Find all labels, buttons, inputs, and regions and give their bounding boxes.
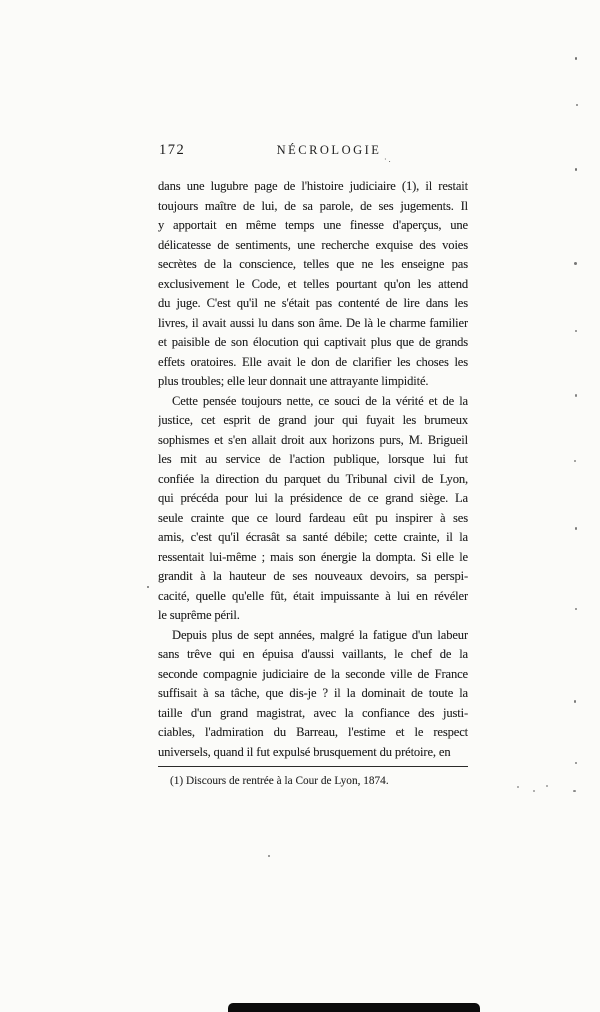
- scan-speck: [574, 700, 576, 703]
- text-line: confiée la direction du parquet du Tribunal civil de Lyon,: [158, 471, 468, 486]
- text-line: dans une lugubre page de l'histoire judiciaire (1), il restait: [158, 179, 468, 193]
- text-line: amis, c'est qu'il écrasât sa santé débile; cette crainte, il la: [158, 530, 468, 544]
- text-line: sophismes et s'en allait droit aux horizons purs, M. Brigueil: [158, 432, 468, 447]
- scan-speck: [517, 786, 519, 788]
- text-line: Depuis plus de sept années, malgré la fatigue d'un labeur: [172, 627, 468, 642]
- page-body: [158, 177, 468, 762]
- text-line: suffisait à sa tâche, que dis-je ? il la dominait de toute la: [158, 686, 468, 700]
- text-line: y apportait en même temps une finesse d'aperçus, une: [158, 218, 468, 232]
- page-content: [158, 142, 468, 787]
- footnote-divider: [158, 766, 468, 767]
- running-head: [158, 142, 468, 164]
- text-line: Cette pensée toujours nette, ce souci de la vérité et de la: [172, 393, 468, 408]
- running-title: NÉCROLOGIE: [276, 143, 382, 157]
- text-line: livres, il avait aussi lu dans son âme. De là le charme familier: [158, 315, 468, 330]
- text-line: grandit à la hauteur de ses nouveaux devoirs, sa perspi-: [158, 569, 468, 583]
- text-line: sans trêve qui en épuisa d'aussi vaillants, le chef de la: [158, 647, 468, 661]
- scan-speck: ·.: [384, 155, 393, 164]
- text-line: secrètes de la conscience, telles que ne les enseigne pas: [158, 257, 468, 271]
- text-line: exclusivement le Code, et telles pourtant qu'on les attend: [158, 276, 468, 291]
- page-number: 172: [159, 142, 186, 158]
- scan-speck: [575, 168, 577, 171]
- text-line: et paisible de son élocution qui captivait plus que de grands: [158, 335, 468, 349]
- paragraph: [158, 177, 468, 392]
- scan-edge-bar: [228, 1003, 480, 1012]
- scan-speck: [574, 262, 577, 265]
- text-line: toujours maître de lui, de sa parole, de ses jugements. Il: [158, 198, 468, 213]
- text-line: délicatesse de sentiments, une recherche exquise des voies: [158, 237, 468, 252]
- footnote: (1) Discours de rentrée à la Cour de Lyon, 1874.: [170, 775, 389, 787]
- scan-speck: [147, 586, 149, 588]
- text-line: seconde compagnie judiciaire de la seconde ville de France: [158, 666, 468, 681]
- scan-speck: [533, 790, 535, 792]
- scan-speck: [575, 608, 577, 610]
- scan-speck: [573, 790, 576, 792]
- scan-speck: [575, 57, 577, 60]
- scan-speck: [575, 527, 577, 530]
- scan-speck: [574, 460, 576, 462]
- scan-speck: [575, 330, 577, 332]
- text-line: cacité, quelle qu'elle fût, était impuissante à lui en révéler: [158, 588, 468, 603]
- scan-speck: [268, 855, 270, 857]
- text-line: taille d'un grand magistrat, avec la confiance des justi-: [158, 705, 468, 720]
- paragraph: [158, 626, 468, 763]
- text-line: les mit au service de l'action publique, lorsque lui fut: [158, 452, 468, 466]
- scan-speck: [576, 104, 578, 106]
- scan-speck: [575, 762, 577, 764]
- text-line: ciables, l'admiration du Barreau, l'estime et le respect: [158, 725, 468, 739]
- text-line: plus troubles; elle leur donnait une attrayante limpidité.: [158, 374, 429, 388]
- text-line: universels, quand il fut expulsé brusquement du prétoire, en: [158, 744, 451, 759]
- scan-speck: [546, 785, 548, 787]
- text-line: du juge. C'est qu'il ne s'était pas contenté de lire dans les: [158, 296, 468, 310]
- text-line: qui précéda pour lui la présidence de ce grand siège. La: [158, 491, 468, 505]
- paragraph: [158, 392, 468, 626]
- scan-speck: [575, 394, 577, 397]
- text-line: effets oratoires. Elle avait le don de clarifier les choses les: [158, 354, 468, 369]
- text-line: seule crainte que ce lourd fardeau eût pu inspirer à ses: [158, 510, 468, 525]
- text-line: ressentait lui-même ; mais son énergie la dompta. Si elle le: [158, 549, 468, 564]
- text-line: justice, cet esprit de grand jour qui fuyait les brumeux: [158, 413, 468, 427]
- text-line: le suprême péril.: [158, 608, 240, 622]
